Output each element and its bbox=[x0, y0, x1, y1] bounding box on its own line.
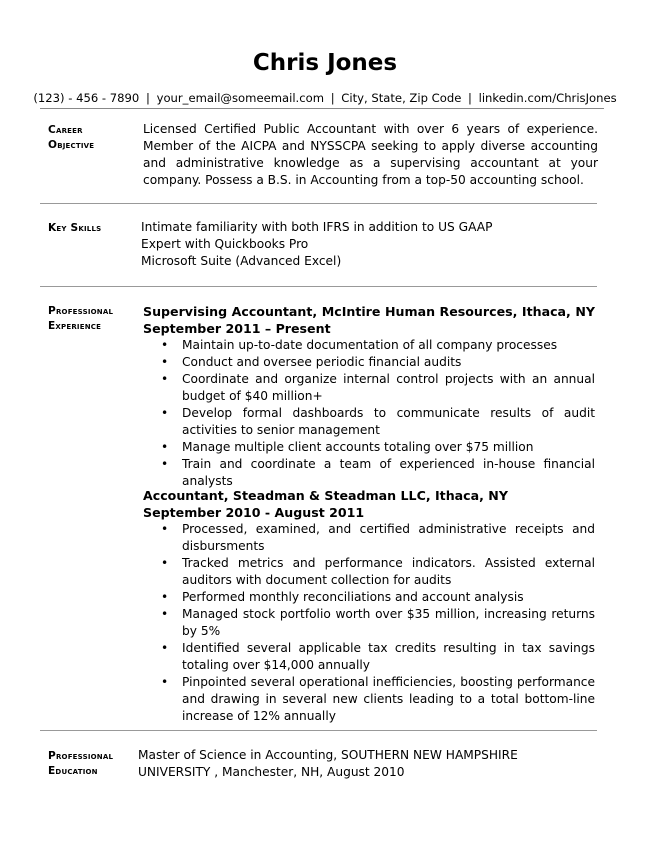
bullet-icon: • bbox=[161, 338, 169, 352]
skill-item: Microsoft Suite (Advanced Excel) bbox=[141, 254, 342, 268]
location: City, State, Zip Code bbox=[341, 91, 462, 105]
bullet-icon: • bbox=[161, 355, 169, 369]
bullet-icon: • bbox=[161, 440, 169, 454]
education-line1: Master of Science in Accounting, SOUTHERN NEW HAMPSHIRE bbox=[138, 748, 518, 762]
education-label bbox=[48, 749, 113, 779]
skills-label: Key Skills bbox=[48, 222, 102, 234]
objective-label-line2: Objective bbox=[48, 139, 95, 151]
job-title: Supervising Accountant, McIntire Human Resources, Ithaca, NY bbox=[143, 304, 595, 319]
experience-label bbox=[48, 304, 113, 334]
job-entry bbox=[143, 303, 595, 490]
job-bullets bbox=[143, 521, 595, 725]
section-divider bbox=[40, 730, 597, 731]
list-item: • Coordinate and organize internal control projects with an annual budget of $40 million+ bbox=[161, 372, 595, 403]
skill-item: Expert with Quickbooks Pro bbox=[141, 237, 309, 251]
phone-number: (123) - 456 - 7890 bbox=[33, 91, 140, 105]
list-item: • Pinpointed several operational inefficiencies, boosting performance and drawing in several new clients leading to a total bottom-line increase of 12% annually bbox=[161, 675, 595, 723]
section-divider bbox=[40, 286, 597, 287]
job-title: Accountant, Steadman & Steadman LLC, Ithaca, NY bbox=[143, 488, 508, 503]
email-address: your_email@someemail.com bbox=[156, 91, 324, 105]
list-item: • Performed monthly reconciliations and account analysis bbox=[161, 590, 524, 604]
list-item: • Identified several applicable tax credits resulting in tax savings totaling over $14,000 annually bbox=[161, 641, 595, 672]
list-item: • Maintain up-to-date documentation of all company processes bbox=[161, 338, 558, 352]
list-item: • Processed, examined, and certified administrative receipts and disbursments bbox=[161, 522, 595, 553]
section-divider bbox=[40, 203, 597, 204]
bullet-icon: • bbox=[161, 406, 169, 420]
skill-item: Intimate familiarity with both IFRS in addition to US GAAP bbox=[141, 220, 493, 234]
education-text bbox=[138, 747, 518, 781]
objective-label bbox=[48, 123, 94, 153]
list-item: • Develop formal dashboards to communicate results of audit activities to senior management bbox=[161, 406, 595, 437]
skills-list bbox=[141, 219, 492, 270]
list-item: • Managed stock portfolio worth over $35 million, increasing returns by 5% bbox=[161, 607, 595, 638]
job-dates: September 2010 - August 2011 bbox=[143, 505, 365, 520]
bullet-icon: • bbox=[161, 607, 169, 621]
objective-label-line1: Career bbox=[48, 124, 83, 136]
bullet-icon: • bbox=[161, 372, 169, 386]
job-bullets bbox=[143, 337, 595, 490]
bullet-icon: • bbox=[161, 641, 169, 655]
list-item: • Train and coordinate a team of experienced in-house financial analysts bbox=[161, 457, 595, 488]
job-entry bbox=[143, 487, 595, 725]
header-divider bbox=[40, 108, 604, 109]
bullet-icon: • bbox=[161, 675, 169, 689]
candidate-name: Chris Jones bbox=[252, 50, 398, 76]
contact-separator: | bbox=[468, 91, 472, 105]
bullet-icon: • bbox=[161, 457, 169, 471]
job-dates: September 2011 – Present bbox=[143, 321, 331, 336]
bullet-icon: • bbox=[161, 556, 169, 570]
education-label-line2: Education bbox=[48, 765, 98, 777]
list-item: • Manage multiple client accounts totaling over $75 million bbox=[161, 440, 534, 454]
experience-label-line2: Experience bbox=[48, 320, 102, 332]
education-line2: UNIVERSITY , Manchester, NH, August 2010 bbox=[138, 765, 405, 779]
objective-text: Licensed Certified Public Accountant with over 6 years of experience. Member of the AICPA and NYSSCPA seeking to apply diverse accounting and administrative knowledge as a supervising accountant at your company. Possess a B.S. in Accounting from a top-50 accounting school. bbox=[143, 122, 598, 187]
education-label-line1: Professional bbox=[48, 750, 114, 762]
list-item: • Tracked metrics and performance indicators. Assisted external auditors with document collection for audits bbox=[161, 556, 595, 587]
linkedin-url: linkedin.com/ChrisJones bbox=[478, 91, 617, 105]
bullet-icon: • bbox=[161, 522, 169, 536]
list-item: • Conduct and oversee periodic financial audits bbox=[161, 355, 462, 369]
contact-separator: | bbox=[330, 91, 335, 105]
contact-line bbox=[0, 91, 650, 105]
experience-label-line1: Professional bbox=[48, 305, 114, 317]
contact-separator: | bbox=[145, 91, 150, 105]
bullet-icon: • bbox=[161, 590, 169, 604]
